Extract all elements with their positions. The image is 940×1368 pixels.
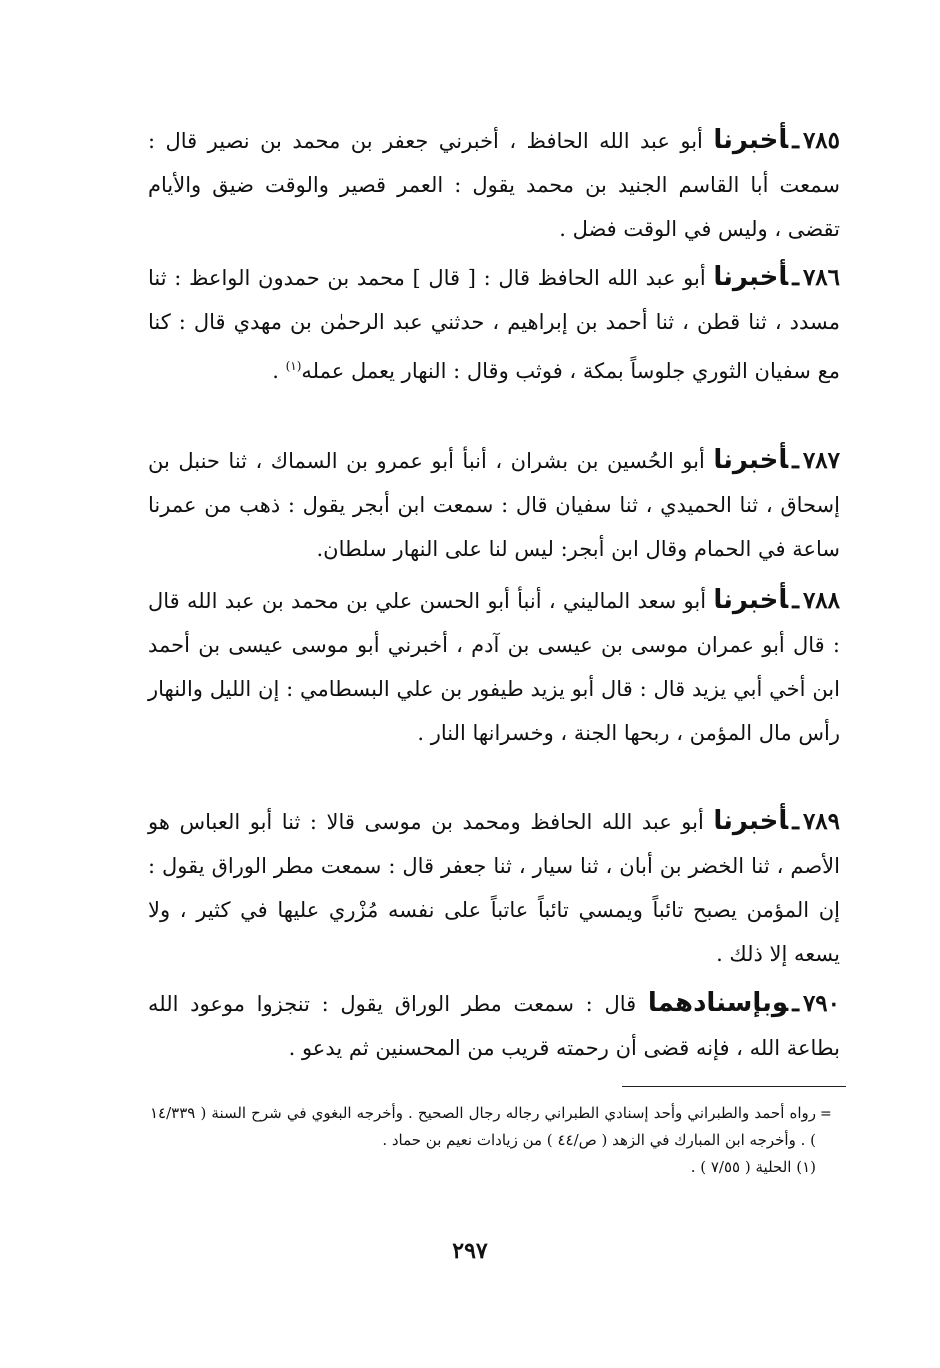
footnotes — [150, 1100, 816, 1181]
paragraph-end: . — [272, 359, 286, 383]
page-number: ٢٩٧ — [452, 1238, 488, 1264]
footnote-line: رواه أحمد والطبراني وأحد إسنادي الطبراني رجاله رجال الصحيح . وأخرجه البغوي في شرح السنة ( ١٤/٣٣٩ ) . وأخرجه ابن المبارك في الزهد ( ص/٤٤ ) من زيادات نعيم بن حماد . — [150, 1104, 816, 1149]
hadith-number: ٧٨٧ — [802, 447, 840, 474]
number-dash: ـ — [792, 127, 799, 154]
hadith-keyword: أخبرنا — [713, 262, 789, 292]
paragraph-785 — [148, 118, 840, 251]
hadith-number: ٧٨٩ — [802, 808, 840, 835]
paragraph-text: أبو عبد الله الحافظ ومحمد بن موسى قالا : ثنا أبو العباس هو الأصم ، ثنا الخضر بن أبان ، ثنا سيار ، ثنا جعفر قال : سمعت مطر الوراق يقول : إن المؤمن يصبح تائباً ويمسي تائباً عاتباً على نفسه مُزْري عليها في كثير ، ولا يسعه إلا ذلك . — [148, 810, 840, 966]
hadith-number: ٧٨٨ — [802, 587, 840, 614]
hadith-number: ٧٨٥ — [802, 127, 840, 154]
footnote-line: (١) الحلية ( ٧/٥٥ ) . — [690, 1158, 816, 1176]
footnote-separator — [622, 1086, 846, 1087]
hadith-keyword: أخبرنا — [713, 585, 789, 615]
hadith-number: ٧٨٦ — [802, 264, 840, 291]
paragraph-790 — [148, 981, 840, 1070]
paragraph-text: أبو عبد الله الحافظ قال : [ قال ] محمد بن حمدون الواعظ : ثنا مسدد ، ثنا قطن ، ثنا أحمد بن إبراهيم ، حدثني عبد الرحمٰن بن مهدي قال : كنا مع سفيان الثوري جلوساً بمكة ، فوثب وقال : النهار يعمل عمله — [148, 266, 840, 383]
paragraph-text: قال : سمعت مطر الوراق يقول : تنجزوا موعود الله بطاعة الله ، فإنه قضى أن رحمته قريب من المحسنين ثم يدعو . — [148, 992, 840, 1060]
hadith-keyword: أخبرنا — [713, 445, 789, 475]
paragraph-788 — [148, 578, 840, 755]
number-dash: ـ — [792, 990, 799, 1017]
footnote-reference[interactable]: (١) — [285, 359, 302, 373]
hadith-number: ٧٩٠ — [802, 990, 840, 1017]
hadith-keyword: أخبرنا — [713, 125, 789, 155]
paragraph-text: أبو سعد الماليني ، أنبأ أبو الحسن علي بن محمد بن عبد الله قال : قال أبو عمران موسى بن عيسى بن آدم ، أخبرني أبو موسى عيسى بن أحمد ابن أخي أبي يزيد قال : قال أبو يزيد طيفور بن علي البسطامي : إن الليل والنهار رأس مال المؤمن ، ربحها الجنة ، وخسرانها النار . — [148, 589, 840, 745]
number-dash: ـ — [792, 264, 799, 291]
hadith-keyword: أخبرنا — [713, 806, 789, 836]
paragraph-text: أبو الحُسين بن بشران ، أنبأ أبو عمرو بن السماك ، ثنا حنبل بن إسحاق ، ثنا الحميدي ، ثنا سفيان قال : سمعت ابن أبجر يقول : ذهب من عمرنا ساعة في الحمام وقال ابن أبجر: ليس لنا على النهار سلطان. — [148, 449, 840, 561]
number-dash: ـ — [792, 447, 799, 474]
paragraph-787 — [148, 438, 840, 571]
paragraph-text: أبو عبد الله الحافظ ، أخبرني جعفر بن محمد بن نصير قال : سمعت أبا القاسم الجنيد بن محمد يقول : العمر قصير والوقت ضيق والأيام تقضى ، وليس في الوقت فضل . — [148, 129, 840, 241]
paragraph-789 — [148, 799, 840, 976]
hadith-keyword: وبإسنادهما — [647, 988, 789, 1018]
paragraph-786 — [148, 255, 840, 393]
number-dash: ـ — [792, 808, 799, 835]
number-dash: ـ — [792, 587, 799, 614]
footnote-continuation-mark: = — [820, 1106, 832, 1122]
